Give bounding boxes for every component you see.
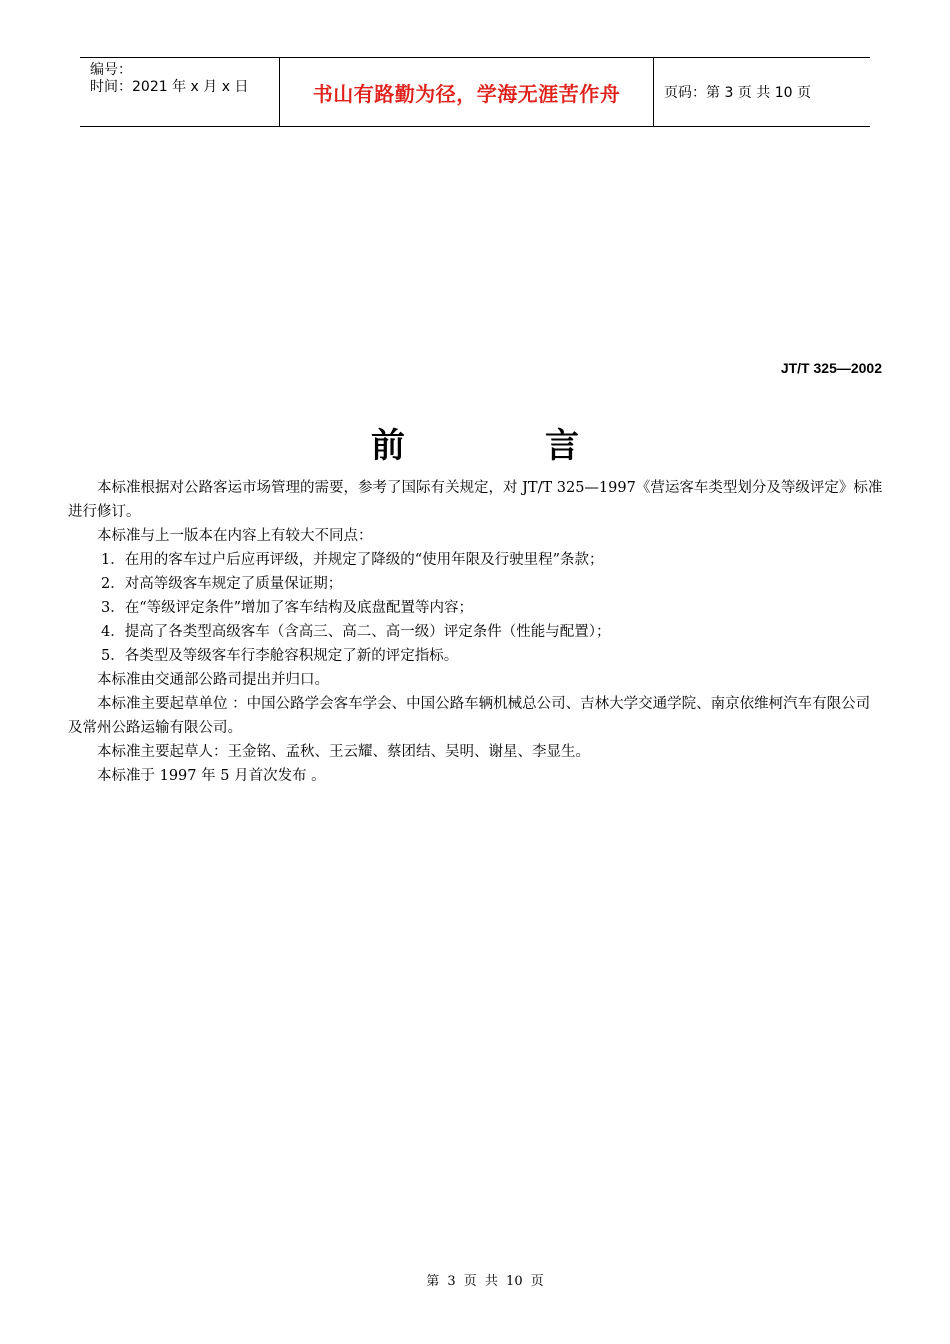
number-label: 编号： [90,62,132,78]
paragraph: 本标准主要起草人：王金铭、孟秋、王云耀、蔡团结、吴明、谢星、李显生。 [97,744,590,760]
list-item: 5．各类型及等级客车行李舱容积规定了新的评定指标。 [101,648,459,664]
list-item: 1．在用的客车过户后应再评级，并规定了降级的“使用年限及行驶里程”条款； [101,552,604,568]
list-item: 3．在“等级评定条件”增加了客车结构及底盘配置等内容； [101,600,474,616]
header-meta [80,58,280,126]
paragraph: 本标准由交通部公路司提出并归口。 [97,672,329,688]
document-title: 前言 [371,426,719,466]
list-item: 2．对高等级客车规定了质量保证期； [101,576,343,592]
document-code: JT/T 325—2002 [780,360,882,376]
paragraph: 本标准与上一版本在内容上有较大不同点： [97,528,373,544]
header-motto: 书山有路勤为径，学海无涯苦作舟 [280,58,654,126]
page-footer: 第 3 页 共 10 页 [426,1274,544,1289]
header-page-label: 页码：第 3 页 共 10 页 [664,85,811,101]
list-item: 4．提高了各类型高级客车（含高三、高二、高一级）评定条件（性能与配置）； [101,624,611,640]
date-label: 时间：2021 年 x 月 x 日 [90,79,249,95]
paragraph: 本标准根据对公路客运市场管理的需要，参考了国际有关规定，对 JT/T 325—1997《营运客车类型划分及等级评定》标准进行修订。 [68,480,883,520]
document-body [68,476,883,788]
paragraph: 本标准于 1997 年 5 月首次发布 。 [97,768,326,784]
page-header [80,57,870,127]
paragraph: 本标准主要起草单位 ：中国公路学会客车学会、中国公路车辆机械总公司、吉林大学交通学院、南京依维柯汽车有限公司及常州公路运输有限公司。 [68,696,871,736]
